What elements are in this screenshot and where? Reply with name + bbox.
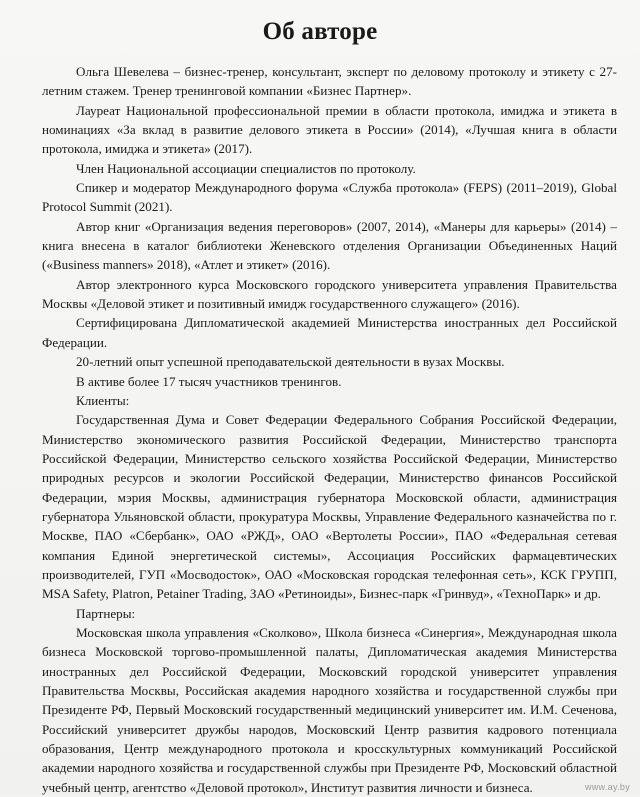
page-title: Об авторе xyxy=(262,18,378,45)
watermark: www.ay.by xyxy=(584,782,630,792)
participants-paragraph: В активе более 17 тысяч участников тренингов. xyxy=(76,373,342,389)
experience-paragraph: 20-летний опыт успешной преподавательской деятельности в вузах Москвы. xyxy=(76,354,505,370)
bio-paragraph: Ольга Шевелева – бизнес-тренер, консультант, эксперт по деловому протоколу и этикету с 27-летним стажем. Тренер тренинговой компании «Бизнес Партнер». xyxy=(42,64,617,99)
partners-heading: Партнеры: xyxy=(76,605,136,621)
speaker-paragraph: Спикер и модератор Международного форума «Служба протокола» (FEPS) (2011–2019), Global Protocol Summit (2021). xyxy=(42,180,617,215)
clients-heading: Клиенты: xyxy=(76,392,130,408)
partners-paragraph: Московская школа управления «Сколково», Школа бизнеса «Синергия», Международная школа бизнеса Московской торгово-промышленной палаты, Дипломатическая академия Министерства иностранных дел Российской Федерации, Московский городской университет управления Правительства Москвы, Российская академия народного хозяйства и государственной службы при Президенте РФ, Первый Московский государственный медицинский университет им. И.М. Сеченова, Российский университет дружбы народов, Московский Центр развития кадрового потенциала образования, Центр международного протокола и кросскультурных коммуникаций Российской академии народного хозяйства и государственной службы при Президенте РФ, Московский областной учебный центр, агентство «Деловой протокол», Институт развития личности и бизнеса. xyxy=(42,624,617,795)
page-body xyxy=(42,62,617,797)
clients-paragraph: Государственная Дума и Совет Федерации Федерального Собрания Российской Федерации, Министерство экономического развития Российской Федерации, Министерство транспорта Российской Федерации, Министерство сельского хозяйства Российской Федерации, Министерство природных ресурсов и экологии Российской Федерации, Министерство финансов Российской Федерации, мэрия Москвы, администрация губернатора Московской области, администрация губернатора Ульяновской области, прокуратура Москвы, Управление Федерального казначейства по г. Москве, ПАО «Сбербанк», ОАО «РЖД», ОАО «Вертолеты России», ПАО «Федеральная сетевая компания Единой энергетической системы», Ассоциация Российских фармацевтических производителей, ГУП «Мосводосток», ОАО «Московская городская телефонная сеть», КСК ГРУПП, MSA Safety, Platron, Petainer Trading, ЗАО «Ретиноиды», Бизнес-парк «Гринвуд», «ТехноПарк» и др. xyxy=(42,412,617,602)
course-paragraph: Автор электронного курса Московского городского университета управления Правительства Москвы «Деловой этикет и позитивный имидж государственного служащего» (2016). xyxy=(42,276,617,312)
certification-paragraph: Сертифицирована Дипломатической академией Министерства иностранных дел Российской Федерации. xyxy=(42,315,617,350)
award-paragraph: Лауреат Национальной профессиональной премии в области протокола, имиджа и этикета в номинациях «За вклад в развитие делового этикета в России» (2014), «Лучшая книга в области протокола, имиджа и этикета» (2017). xyxy=(42,102,617,157)
membership-paragraph: Член Национальной ассоциации специалистов по протоколу. xyxy=(76,160,416,176)
books-paragraph: Автор книг «Организация ведения переговоров» (2007, 2014), «Манеры для карьеры» (2014) – книга внесена в каталог библиотеки Женевского отделения Организации Объединенных Наций («Business manners» 2018), «Атлет и этикет» (2016). xyxy=(42,218,617,273)
